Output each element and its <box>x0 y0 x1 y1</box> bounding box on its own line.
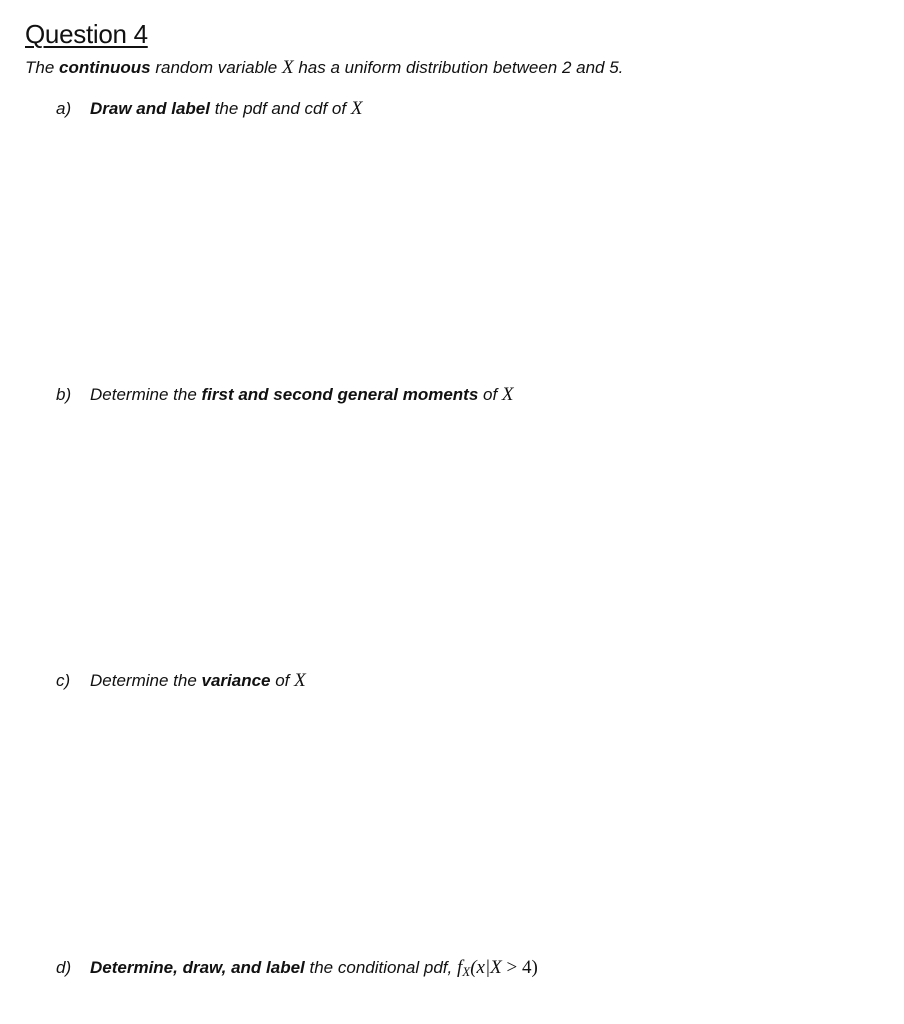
part-b-text-post: of <box>478 385 502 404</box>
math-open: (x|X <box>470 957 507 978</box>
math-f: f <box>456 957 463 978</box>
part-b-variable: X <box>501 384 514 405</box>
part-c-bold: variance <box>201 671 271 690</box>
part-d <box>56 957 538 983</box>
part-c <box>56 670 306 692</box>
math-close: 4) <box>517 957 538 978</box>
part-b-bold: first and second general moments <box>201 385 479 404</box>
intro-text-post: has a uniform distribution between 2 and 5. <box>293 58 624 77</box>
intro-text-pre: The <box>25 58 60 77</box>
part-a-bold: Draw and label <box>90 99 210 118</box>
part-d-text: the conditional pdf, <box>304 958 457 977</box>
part-a-label: a) <box>56 99 72 118</box>
part-c-variable: X <box>294 670 306 691</box>
intro-bold-word: continuous <box>59 58 151 77</box>
part-b-label: b) <box>56 385 72 404</box>
part-b <box>56 384 514 406</box>
part-a-text: the pdf and cdf of <box>209 99 351 118</box>
math-greater-than: > <box>506 957 518 978</box>
part-c-text-pre: Determine the <box>90 671 202 690</box>
math-subscript: X <box>462 964 471 979</box>
part-d-bold: Determine, draw, and label <box>90 958 305 977</box>
intro-text-mid: random variable <box>150 58 282 77</box>
part-b-text-pre: Determine the <box>90 385 202 404</box>
part-c-text-post: of <box>270 671 295 690</box>
part-c-label: c) <box>56 671 71 690</box>
part-a-variable: X <box>350 98 363 119</box>
question-intro <box>25 57 623 79</box>
question-title: Question 4 <box>25 19 148 49</box>
part-a <box>56 98 362 120</box>
part-d-math-expression <box>457 957 538 978</box>
part-d-label: d) <box>56 958 72 977</box>
intro-variable: X <box>281 57 294 78</box>
